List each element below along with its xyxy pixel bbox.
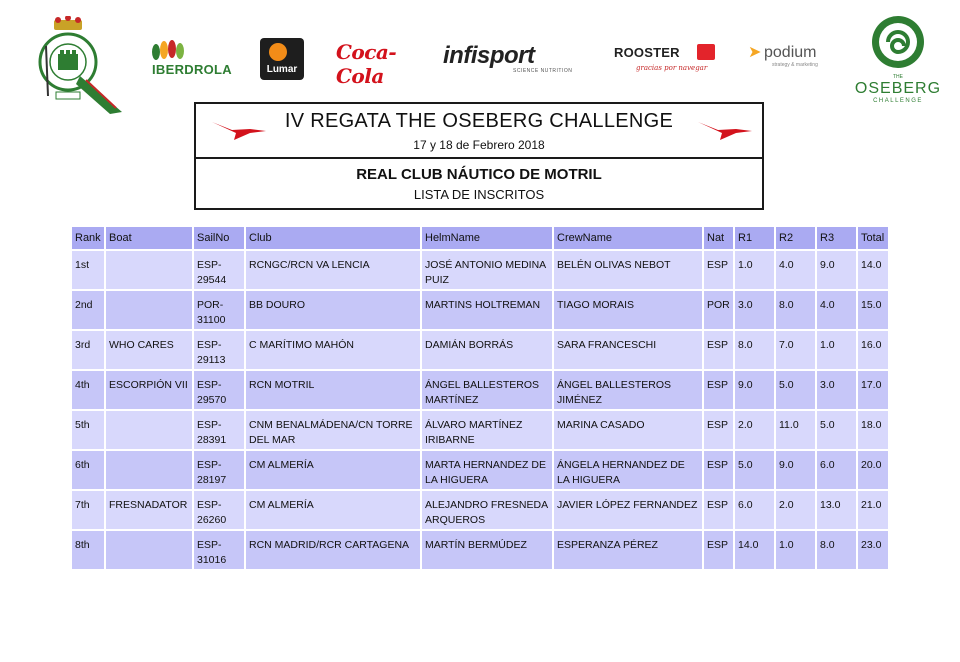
cell-nat: ESP bbox=[704, 251, 733, 289]
cell-crew-name: ÁNGEL BALLESTEROS JIMÉNEZ bbox=[554, 371, 702, 409]
cell-boat: FRESNADATOR bbox=[106, 491, 192, 529]
column-header-total: Total bbox=[858, 227, 888, 249]
table-row bbox=[72, 491, 888, 529]
cell-r3: 3.0 bbox=[817, 371, 856, 409]
cell-helm-name: ÁNGEL BALLESTEROS MARTÍNEZ bbox=[422, 371, 552, 409]
cell-helm-name: ALEJANDRO FRESNEDA ARQUEROS bbox=[422, 491, 552, 529]
cell-crew-name: ÁNGELA HERNANDEZ DE LA HIGUERA bbox=[554, 451, 702, 489]
cell-rank: 6th bbox=[72, 451, 104, 489]
cell-helm-name: JOSÉ ANTONIO MEDINA PUIZ bbox=[422, 251, 552, 289]
oseberg-name: OSEBERG bbox=[854, 80, 942, 97]
iberdrola-logo bbox=[146, 38, 238, 80]
cell-club: BB DOURO bbox=[246, 291, 420, 329]
cell-helm-name: MARTINS HOLTREMAN bbox=[422, 291, 552, 329]
cell-sail-no: ESP-29113 bbox=[194, 331, 244, 369]
cell-sail-no: ESP-29570 bbox=[194, 371, 244, 409]
cell-crew-name: TIAGO MORAIS bbox=[554, 291, 702, 329]
cocacola-logo bbox=[336, 40, 418, 88]
cell-rank: 4th bbox=[72, 371, 104, 409]
cell-boat bbox=[106, 531, 192, 569]
cell-total: 20.0 bbox=[858, 451, 888, 489]
table-row bbox=[72, 371, 888, 409]
cell-club: RCN MADRID/RCR CARTAGENA bbox=[246, 531, 420, 569]
oseberg-challenge-logo bbox=[846, 14, 950, 106]
cell-nat: ESP bbox=[704, 411, 733, 449]
cell-rank: 7th bbox=[72, 491, 104, 529]
cocacola-wordmark: Coca-Cola bbox=[336, 40, 397, 88]
cell-r1: 1.0 bbox=[735, 251, 774, 289]
column-header-r1: R1 bbox=[735, 227, 774, 249]
column-header-helm-name: HelmName bbox=[422, 227, 552, 249]
cell-r3: 1.0 bbox=[817, 331, 856, 369]
table-row bbox=[72, 531, 888, 569]
table-row bbox=[72, 331, 888, 369]
table-row bbox=[72, 291, 888, 329]
cell-sail-no: ESP-28391 bbox=[194, 411, 244, 449]
cell-boat: WHO CARES bbox=[106, 331, 192, 369]
table-row bbox=[72, 451, 888, 489]
cell-sail-no: ESP-31016 bbox=[194, 531, 244, 569]
cell-total: 15.0 bbox=[858, 291, 888, 329]
cell-total: 16.0 bbox=[858, 331, 888, 369]
cell-r3: 13.0 bbox=[817, 491, 856, 529]
cell-rank: 1st bbox=[72, 251, 104, 289]
cell-r2: 2.0 bbox=[776, 491, 815, 529]
event-title-box bbox=[194, 102, 764, 210]
cell-r1: 5.0 bbox=[735, 451, 774, 489]
cell-crew-name: MARINA CASADO bbox=[554, 411, 702, 449]
cell-crew-name: SARA FRANCESCHI bbox=[554, 331, 702, 369]
cell-r1: 9.0 bbox=[735, 371, 774, 409]
podium-tagline: strategy & marketing bbox=[772, 62, 818, 68]
cell-sail-no: ESP-29544 bbox=[194, 251, 244, 289]
cell-helm-name: MARTA HERNANDEZ DE LA HIGUERA bbox=[422, 451, 552, 489]
cell-rank: 5th bbox=[72, 411, 104, 449]
results-table bbox=[70, 225, 890, 571]
cell-r2: 4.0 bbox=[776, 251, 815, 289]
cell-r2: 8.0 bbox=[776, 291, 815, 329]
cell-nat: ESP bbox=[704, 491, 733, 529]
podium-arrow-icon: ➤ bbox=[748, 44, 762, 61]
cell-r3: 6.0 bbox=[817, 451, 856, 489]
cell-r2: 7.0 bbox=[776, 331, 815, 369]
oseberg-spiral-icon bbox=[870, 14, 926, 70]
cell-boat bbox=[106, 251, 192, 289]
column-header-sail-no: SailNo bbox=[194, 227, 244, 249]
event-title: IV REGATA THE OSEBERG CHALLENGE bbox=[284, 110, 674, 132]
table-row bbox=[72, 251, 888, 289]
club-name: REAL CLUB NÁUTICO DE MOTRIL bbox=[356, 166, 602, 183]
club-crest-logo bbox=[36, 16, 126, 116]
cell-total: 17.0 bbox=[858, 371, 888, 409]
oseberg-the: THE bbox=[893, 74, 903, 80]
column-header-nat: Nat bbox=[704, 227, 733, 249]
cell-nat: ESP bbox=[704, 531, 733, 569]
cell-club: CNM BENALMÁDENA/CN TORRE DEL MAR bbox=[246, 411, 420, 449]
cell-boat bbox=[106, 411, 192, 449]
lumar-logo bbox=[260, 38, 304, 80]
cell-helm-name: DAMIÁN BORRÁS bbox=[422, 331, 552, 369]
cell-r3: 5.0 bbox=[817, 411, 856, 449]
cell-boat bbox=[106, 291, 192, 329]
cell-helm-name: MARTÍN BERMÚDEZ bbox=[422, 531, 552, 569]
cell-rank: 3rd bbox=[72, 331, 104, 369]
cell-nat: POR bbox=[704, 291, 733, 329]
cell-crew-name: BELÉN OLIVAS NEBOT bbox=[554, 251, 702, 289]
cell-r3: 9.0 bbox=[817, 251, 856, 289]
cell-total: 23.0 bbox=[858, 531, 888, 569]
column-header-rank: Rank bbox=[72, 227, 104, 249]
cell-club: RCNGC/RCN VA LENCIA bbox=[246, 251, 420, 289]
rooster-logo bbox=[614, 44, 718, 78]
lumar-disc-icon bbox=[269, 43, 287, 61]
cell-r2: 5.0 bbox=[776, 371, 815, 409]
cell-nat: ESP bbox=[704, 331, 733, 369]
cell-r1: 3.0 bbox=[735, 291, 774, 329]
cell-crew-name: ESPERANZA PÉREZ bbox=[554, 531, 702, 569]
sponsor-logo-strip bbox=[0, 0, 960, 118]
cell-helm-name: ÁLVARO MARTÍNEZ IRIBARNE bbox=[422, 411, 552, 449]
cell-r2: 11.0 bbox=[776, 411, 815, 449]
rooster-tagline: gracias por navegar bbox=[636, 64, 708, 72]
rooster-wordmark: ROOSTER bbox=[614, 45, 680, 60]
column-header-club: Club bbox=[246, 227, 420, 249]
cell-club: CM ALMERÍA bbox=[246, 491, 420, 529]
red-bird-icon bbox=[696, 118, 754, 142]
cell-nat: ESP bbox=[704, 451, 733, 489]
column-header-r2: R2 bbox=[776, 227, 815, 249]
column-header-r3: R3 bbox=[817, 227, 856, 249]
cell-r1: 2.0 bbox=[735, 411, 774, 449]
event-title-section bbox=[196, 104, 762, 159]
cell-total: 21.0 bbox=[858, 491, 888, 529]
cell-total: 18.0 bbox=[858, 411, 888, 449]
cell-r2: 1.0 bbox=[776, 531, 815, 569]
cell-r1: 8.0 bbox=[735, 331, 774, 369]
rooster-badge-icon bbox=[697, 44, 715, 60]
cell-crew-name: JAVIER LÓPEZ FERNANDEZ bbox=[554, 491, 702, 529]
cell-club: CM ALMERÍA bbox=[246, 451, 420, 489]
event-dates: 17 y 18 de Febrero 2018 bbox=[413, 138, 545, 152]
table-body bbox=[72, 251, 888, 569]
cell-boat bbox=[106, 451, 192, 489]
infisport-wordmark: infisport bbox=[443, 42, 535, 69]
cell-boat: ESCORPIÓN VII bbox=[106, 371, 192, 409]
cell-club: RCN MOTRIL bbox=[246, 371, 420, 409]
cell-sail-no: ESP-26260 bbox=[194, 491, 244, 529]
cell-club: C MARÍTIMO MAHÓN bbox=[246, 331, 420, 369]
infisport-logo bbox=[443, 42, 591, 76]
cell-rank: 2nd bbox=[72, 291, 104, 329]
cell-rank: 8th bbox=[72, 531, 104, 569]
cell-r3: 8.0 bbox=[817, 531, 856, 569]
podium-wordmark: podium bbox=[764, 44, 817, 61]
cell-total: 14.0 bbox=[858, 251, 888, 289]
column-header-crew-name: CrewName bbox=[554, 227, 702, 249]
infisport-tagline: SCIENCE NUTRITION bbox=[513, 68, 573, 74]
table-header-row bbox=[72, 227, 888, 249]
column-header-boat: Boat bbox=[106, 227, 192, 249]
iberdrola-wordmark: IBERDROLA bbox=[152, 62, 232, 77]
cell-r1: 14.0 bbox=[735, 531, 774, 569]
podium-logo bbox=[748, 44, 832, 70]
table-row bbox=[72, 411, 888, 449]
oseberg-challenge: CHALLENGE bbox=[873, 98, 923, 104]
cell-r3: 4.0 bbox=[817, 291, 856, 329]
list-title: LISTA DE INSCRITOS bbox=[413, 187, 545, 202]
cell-r1: 6.0 bbox=[735, 491, 774, 529]
cell-nat: ESP bbox=[704, 371, 733, 409]
cell-sail-no: POR-31100 bbox=[194, 291, 244, 329]
cell-sail-no: ESP-28197 bbox=[194, 451, 244, 489]
lumar-wordmark: Lumar bbox=[266, 64, 298, 75]
cell-r2: 9.0 bbox=[776, 451, 815, 489]
